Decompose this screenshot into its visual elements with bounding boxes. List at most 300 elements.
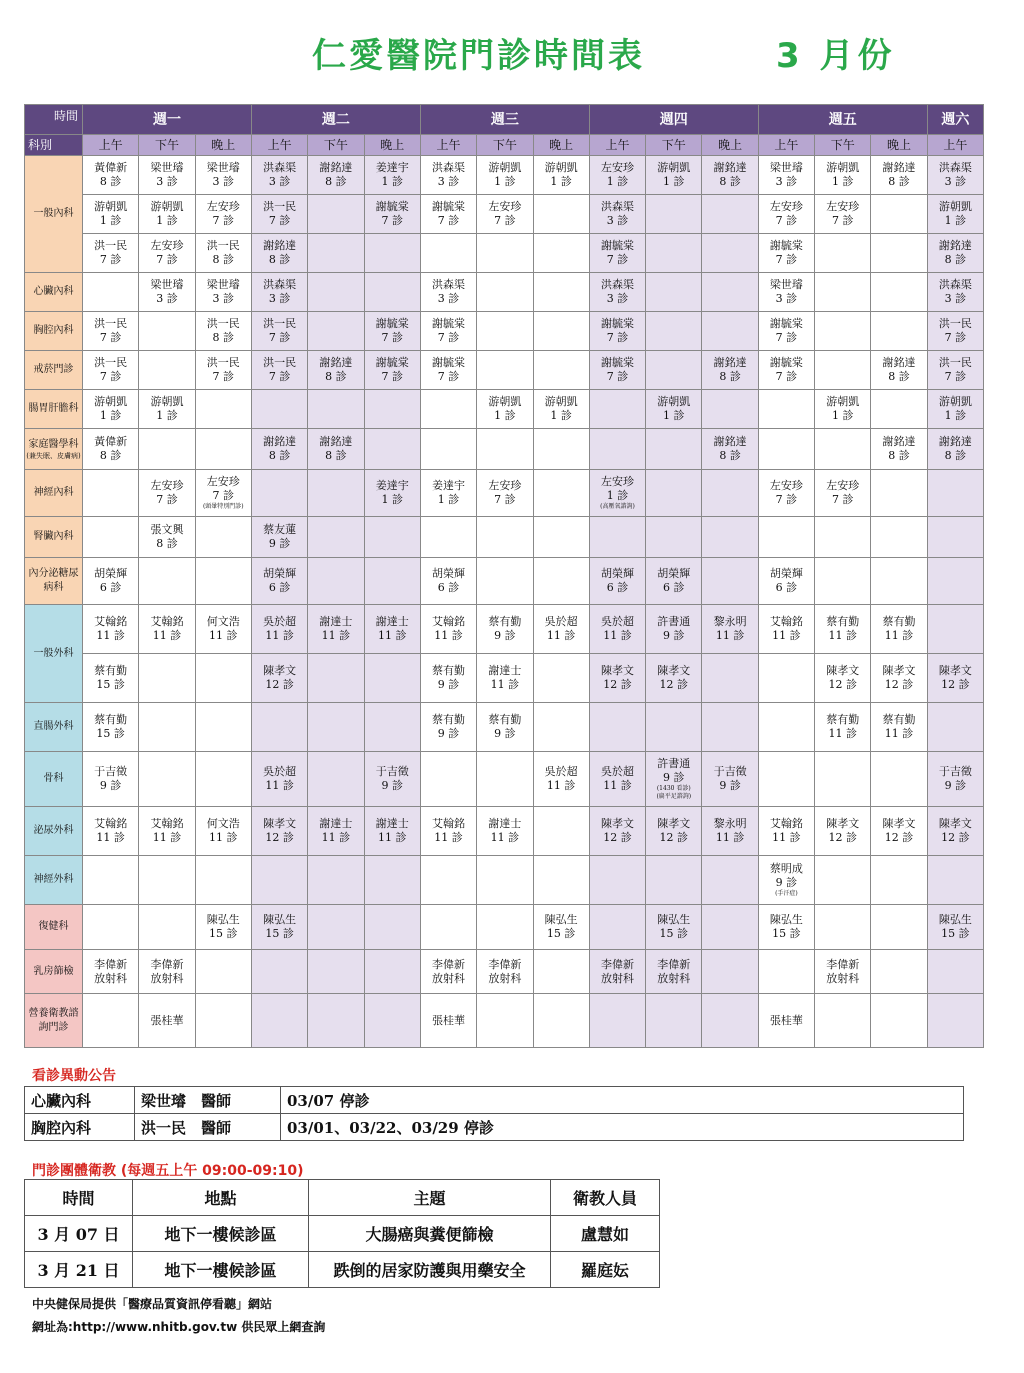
schedule-cell: [83, 807, 139, 856]
clinic-room: 7 診: [944, 370, 967, 383]
doctor-name: 陳孝文: [657, 664, 691, 677]
clinic-room: 3 診: [212, 292, 235, 305]
clinic-room: 8 診: [325, 449, 347, 462]
doctor-name: 陳孝文: [882, 664, 916, 677]
schedule-cell: [420, 807, 476, 856]
clinic-room: 1 診: [99, 409, 122, 422]
schedule-cell: [815, 312, 871, 351]
doctor-name: 謝毓棠: [375, 200, 409, 213]
schedule-cell: [364, 312, 420, 351]
schedule-cell: [927, 156, 983, 195]
schedule-cell: [533, 390, 589, 429]
schedule-cell: [927, 195, 983, 234]
schedule-cell: [308, 390, 364, 429]
schedule-row: [25, 703, 984, 752]
clinic-room: 7 診: [775, 253, 798, 266]
clinic-room: 3 診: [437, 175, 460, 188]
clinic-room: 7 診: [606, 253, 629, 266]
schedule-cell: [815, 195, 871, 234]
schedule-cell: [758, 856, 814, 905]
doctor-name: 游朝凱: [544, 161, 578, 174]
dept-label: [25, 558, 83, 605]
doctor-name: 張文興: [150, 523, 184, 536]
clinic-room: 11 診: [828, 629, 857, 642]
schedule-cell: [364, 234, 420, 273]
clinic-room: 3 診: [944, 292, 967, 305]
doctor-name: 洪一民: [94, 356, 128, 369]
doctor-name: 謝毓棠: [375, 317, 409, 330]
schedule-cell: [195, 950, 251, 994]
clinic-room: 9 診: [99, 779, 122, 792]
clinic-room: 12 診: [941, 678, 970, 691]
schedule-cell: [702, 470, 758, 517]
schedule-cell: [646, 905, 702, 950]
dept-name: 內分泌糖尿病科: [28, 568, 79, 593]
clinic-room: 11 診: [603, 629, 632, 642]
clinic-room: 6 診: [663, 581, 685, 594]
schedule-cell: [589, 429, 645, 470]
schedule-cell: [646, 312, 702, 351]
slot-header: 晚上: [871, 135, 927, 156]
schedule-cell: [533, 905, 589, 950]
schedule-cell: [83, 950, 139, 994]
doctor-name: 胡榮輝: [600, 567, 634, 580]
notice-row: [25, 1087, 964, 1114]
doctor-name: 許書通: [657, 757, 691, 770]
schedule-cell: [589, 156, 645, 195]
cell-note: (扁平足諮詢): [656, 793, 692, 800]
notice-dept: 胸腔內科: [25, 1114, 135, 1141]
doctor-name: 洪森渠: [432, 278, 466, 291]
education-table: [24, 1179, 660, 1288]
dept-label: [25, 470, 83, 517]
schedule-cell: [83, 752, 139, 807]
schedule-cell: [702, 905, 758, 950]
doctor-name: 游朝凱: [150, 200, 184, 213]
schedule-cell: [83, 273, 139, 312]
doctor-name: 梁世璿: [150, 278, 184, 291]
doctor-name: 左安珍: [206, 200, 240, 213]
clinic-room: 11 診: [377, 629, 407, 642]
doctor-name: 謝毓棠: [432, 317, 466, 330]
schedule-cell: [477, 807, 533, 856]
schedule-cell: [195, 654, 251, 703]
clinic-room: 11 診: [490, 678, 520, 691]
schedule-cell: [702, 558, 758, 605]
slot-header: 晚上: [195, 135, 251, 156]
doctor-name: 洪森渠: [938, 278, 972, 291]
schedule-cell: [815, 351, 871, 390]
clinic-room: 6 診: [775, 581, 798, 594]
clinic-room: 7 診: [381, 331, 403, 344]
schedule-cell: [139, 994, 195, 1048]
schedule-cell: [871, 605, 927, 654]
schedule-cell: [308, 654, 364, 703]
schedule-cell: [815, 703, 871, 752]
doctor-name: 游朝凱: [94, 200, 128, 213]
doctor-name: 左安珍: [206, 475, 240, 488]
schedule-cell: [251, 605, 307, 654]
schedule-cell: [195, 807, 251, 856]
page-title: [0, 28, 1024, 78]
dept-name: 神經外科: [33, 874, 74, 885]
clinic-room: 7 診: [775, 214, 798, 227]
doctor-name: 左安珍: [769, 479, 803, 492]
doctor-name: 謝銘達: [319, 161, 353, 174]
doctor-name: 陳弘生: [657, 913, 691, 926]
schedule-cell: [364, 351, 420, 390]
doctor-name: 洪森渠: [263, 278, 297, 291]
schedule-cell: [195, 234, 251, 273]
schedule-cell: [420, 429, 476, 470]
doctor-name: 洪一民: [94, 239, 128, 252]
clinic-room: 7 診: [212, 370, 235, 383]
schedule-cell: [871, 351, 927, 390]
doctor-name: 姜達宇: [375, 161, 409, 174]
clinic-room: 9 診: [663, 629, 685, 642]
doctor-name: 謝毓棠: [600, 356, 634, 369]
schedule-cell: [815, 517, 871, 558]
schedule-cell: [139, 429, 195, 470]
schedule-cell: [815, 807, 871, 856]
dept-label: [25, 994, 83, 1048]
schedule-cell: [589, 752, 645, 807]
schedule-cell: [83, 234, 139, 273]
corner-dept-cell: [25, 135, 83, 156]
schedule-cell: [139, 856, 195, 905]
schedule-cell: [871, 752, 927, 807]
schedule-cell: [533, 654, 589, 703]
schedule-cell: [702, 234, 758, 273]
clinic-room: 12 診: [828, 678, 857, 691]
schedule-cell: [646, 351, 702, 390]
clinic-room: 1 診: [831, 175, 854, 188]
clinic-room: 9 診: [381, 779, 403, 792]
schedule-row: [25, 470, 984, 517]
schedule-cell: [139, 351, 195, 390]
slot-header: 下午: [646, 135, 702, 156]
schedule-row: [25, 234, 984, 273]
clinic-room: 12 診: [941, 831, 970, 844]
slot-header: 下午: [139, 135, 195, 156]
clinic-room: 3 診: [606, 292, 629, 305]
doctor-name: 胡榮輝: [263, 567, 297, 580]
clinic-room: 7 診: [268, 370, 291, 383]
schedule-cell: [702, 429, 758, 470]
schedule-row: [25, 605, 984, 654]
doctor-name: 謝銘達: [713, 435, 747, 448]
dept-name: 營養衛教諮詢門診: [28, 1007, 79, 1033]
clinic-room: 8 診: [268, 449, 291, 462]
doctor-name: 謝達士: [375, 817, 409, 830]
schedule-cell: [251, 156, 307, 195]
schedule-cell: [646, 470, 702, 517]
clinic-room: 放射科: [600, 971, 634, 985]
schedule-cell: [533, 517, 589, 558]
title-main: 仁愛醫院門診時間表: [312, 36, 645, 76]
schedule-cell: [533, 605, 589, 654]
schedule-cell: [646, 517, 702, 558]
schedule-cell: [83, 856, 139, 905]
schedule-cell: [702, 273, 758, 312]
dept-name: 戒菸門診: [33, 364, 74, 375]
schedule-cell: [420, 390, 476, 429]
clinic-room: 11 診: [546, 629, 576, 642]
clinic-room: 12 診: [659, 831, 689, 844]
schedule-cell: [195, 429, 251, 470]
doctor-name: 謝銘達: [713, 356, 747, 369]
schedule-cell: [533, 856, 589, 905]
clinic-room: 12 診: [659, 678, 689, 691]
schedule-cell: [195, 752, 251, 807]
doctor-name: 蔡有勤: [882, 615, 916, 628]
edu-row: [25, 1252, 660, 1288]
clinic-room: 7 診: [156, 493, 178, 506]
clinic-room: 1 診: [381, 493, 403, 506]
schedule-row: [25, 351, 984, 390]
schedule-cell: [308, 470, 364, 517]
doctor-name: 于吉徵: [375, 765, 409, 778]
schedule-cell: [139, 234, 195, 273]
clinic-room: 7 診: [437, 214, 460, 227]
doctor-name: 蔡有勤: [826, 615, 860, 628]
doctor-name: 何文浩: [206, 817, 240, 830]
doctor-name: 左安珍: [150, 479, 184, 492]
schedule-cell: [308, 994, 364, 1048]
schedule-cell: [927, 558, 983, 605]
clinic-room: 8 診: [719, 370, 741, 383]
doctor-name: 陳弘生: [938, 913, 972, 926]
clinic-room: 8 診: [719, 449, 741, 462]
clinic-room: 11 診: [828, 727, 857, 740]
schedule-cell: [533, 752, 589, 807]
schedule-cell: [927, 273, 983, 312]
schedule-row: [25, 390, 984, 429]
schedule-row: [25, 312, 984, 351]
doctor-name: 游朝凱: [94, 395, 128, 408]
doctor-name: 胡榮輝: [657, 567, 691, 580]
clinic-room: 15 診: [546, 927, 576, 940]
schedule-cell: [251, 312, 307, 351]
edu-header: 地點: [133, 1180, 309, 1216]
doctor-name: 陳孝文: [263, 817, 297, 830]
schedule-cell: [927, 654, 983, 703]
doctor-name: 謝達士: [375, 615, 409, 628]
doctor-name: 謝毓棠: [769, 239, 803, 252]
doctor-name: 蔡有勤: [488, 615, 522, 628]
footer-line-2: 網址為:http://www.nhitb.gov.tw 供民眾上網查詢: [32, 1320, 326, 1334]
schedule-cell: [815, 654, 871, 703]
schedule-cell: [364, 752, 420, 807]
schedule-cell: [871, 558, 927, 605]
clinic-room: 12 診: [603, 678, 632, 691]
cell-note: (頭暈特別門診): [202, 503, 244, 510]
schedule-cell: [871, 856, 927, 905]
clinic-room: 9 診: [775, 876, 798, 889]
clinic-room: 11 診: [715, 629, 745, 642]
schedule-cell: [815, 994, 871, 1048]
schedule-cell: [533, 234, 589, 273]
schedule-cell: [477, 429, 533, 470]
clinic-room: 15 診: [209, 927, 238, 940]
schedule-cell: [927, 470, 983, 517]
dept-label: [25, 429, 83, 470]
doctor-name: 謝銘達: [713, 161, 747, 174]
edu-cell: 地下一樓候診區: [133, 1252, 309, 1288]
doctor-name: 謝毓棠: [600, 317, 634, 330]
doctor-name: 洪森渠: [263, 161, 297, 174]
schedule-cell: [871, 390, 927, 429]
schedule-cell: [308, 429, 364, 470]
notice-info: 03/07 停診: [281, 1087, 964, 1114]
day-header-3: 週三: [420, 105, 589, 135]
schedule-cell: [927, 994, 983, 1048]
schedule-cell: [646, 654, 702, 703]
doctor-name: 張桂華: [150, 1013, 184, 1027]
education-title: 門診團體衛教 (每週五上午 09:00-09:10): [32, 1163, 304, 1179]
notice-row: [25, 1114, 964, 1141]
clinic-room: 11 診: [884, 727, 914, 740]
footer-line-1: 中央健保局提供「醫療品質資訊停看聽」網站: [32, 1297, 273, 1311]
clinic-room: 7 診: [494, 214, 516, 227]
schedule-cell: [139, 558, 195, 605]
schedule-cell: [646, 273, 702, 312]
doctor-name: 艾翰銘: [769, 615, 803, 628]
schedule-cell: [646, 950, 702, 994]
doctor-name: 游朝凱: [544, 395, 578, 408]
clinic-room: 9 診: [494, 727, 516, 740]
schedule-cell: [702, 807, 758, 856]
doctor-name: 謝銘達: [938, 239, 972, 252]
schedule-cell: [758, 429, 814, 470]
clinic-room: 7 診: [212, 489, 235, 502]
schedule-cell: [871, 905, 927, 950]
schedule-cell: [758, 195, 814, 234]
clinic-room: 3 診: [212, 175, 235, 188]
schedule-cell: [871, 654, 927, 703]
clinic-room: 11 診: [715, 831, 745, 844]
schedule-cell: [83, 312, 139, 351]
doctor-name: 梁世璿: [206, 278, 240, 291]
schedule-cell: [477, 351, 533, 390]
schedule-cell: [83, 994, 139, 1048]
schedule-cell: [420, 470, 476, 517]
dept-label: [25, 807, 83, 856]
schedule-cell: [364, 195, 420, 234]
schedule-cell: [758, 312, 814, 351]
schedule-cell: [139, 195, 195, 234]
notice-title: 看診異動公告: [32, 1068, 116, 1084]
schedule-cell: [139, 390, 195, 429]
doctor-name: 李偉新: [432, 957, 466, 971]
schedule-cell: [251, 470, 307, 517]
doctor-name: 吳於超: [600, 765, 634, 778]
doctor-name: 洪一民: [94, 317, 128, 330]
schedule-cell: [308, 905, 364, 950]
schedule-cell: [533, 429, 589, 470]
clinic-room: 11 診: [209, 629, 238, 642]
schedule-cell: [702, 950, 758, 994]
schedule-cell: [139, 312, 195, 351]
notice-info: 03/01、03/22、03/29 停診: [281, 1114, 964, 1141]
day-header-4: 週四: [589, 105, 758, 135]
clinic-room: 1 診: [944, 214, 967, 227]
clinic-room: 1 診: [663, 409, 685, 422]
doctor-name: 洪一民: [263, 200, 297, 213]
schedule-cell: [477, 390, 533, 429]
schedule-cell: [477, 273, 533, 312]
schedule-cell: [420, 156, 476, 195]
schedule-cell: [308, 195, 364, 234]
doctor-name: 陳孝文: [938, 664, 972, 677]
clinic-room: 7 診: [212, 214, 235, 227]
clinic-room: 11 診: [546, 779, 576, 792]
schedule-cell: [646, 994, 702, 1048]
doctor-name: 黃偉新: [94, 161, 128, 174]
clinic-room: 7 診: [268, 214, 291, 227]
schedule-cell: [646, 390, 702, 429]
doctor-name: 游朝凱: [488, 395, 522, 408]
clinic-room: 8 診: [99, 449, 122, 462]
schedule-cell: [927, 752, 983, 807]
schedule-cell: [195, 273, 251, 312]
schedule-cell: [364, 390, 420, 429]
schedule-cell: [364, 470, 420, 517]
doctor-name: 陳孝文: [826, 664, 860, 677]
schedule-cell: [251, 994, 307, 1048]
clinic-room: 1 診: [944, 409, 967, 422]
schedule-cell: [83, 351, 139, 390]
schedule-cell: [533, 273, 589, 312]
schedule-cell: [477, 558, 533, 605]
doctor-name: 吳於超: [600, 615, 634, 628]
clinic-room: 3 診: [606, 214, 629, 227]
slot-header: 晚上: [364, 135, 420, 156]
clinic-room: 3 診: [775, 175, 798, 188]
schedule-cell: [815, 605, 871, 654]
schedule-cell: [646, 195, 702, 234]
schedule-cell: [871, 156, 927, 195]
day-header-2: 週二: [251, 105, 420, 135]
clinic-room: 9 診: [437, 727, 460, 740]
schedule-cell: [83, 654, 139, 703]
clinic-room: 1 診: [550, 175, 572, 188]
schedule-cell: [308, 156, 364, 195]
schedule-cell: [139, 156, 195, 195]
schedule-cell: [589, 273, 645, 312]
schedule-cell: [139, 470, 195, 517]
schedule-row: [25, 950, 984, 994]
clinic-room: 8 診: [944, 449, 967, 462]
schedule-cell: [477, 905, 533, 950]
schedule-cell: [251, 234, 307, 273]
schedule-cell: [364, 950, 420, 994]
schedule-cell: [308, 517, 364, 558]
doctor-name: 左安珍: [826, 479, 860, 492]
clinic-room: 8 診: [888, 449, 910, 462]
clinic-room: 放射科: [657, 971, 691, 985]
schedule-cell: [589, 905, 645, 950]
dept-label: [25, 312, 83, 351]
schedule-cell: [364, 429, 420, 470]
schedule-cell: [195, 390, 251, 429]
doctor-name: 謝達士: [319, 817, 353, 830]
schedule-cell: [646, 605, 702, 654]
schedule-cell: [251, 703, 307, 752]
clinic-room: 11 診: [321, 831, 351, 844]
schedule-cell: [927, 950, 983, 994]
notice-table: [24, 1086, 964, 1141]
